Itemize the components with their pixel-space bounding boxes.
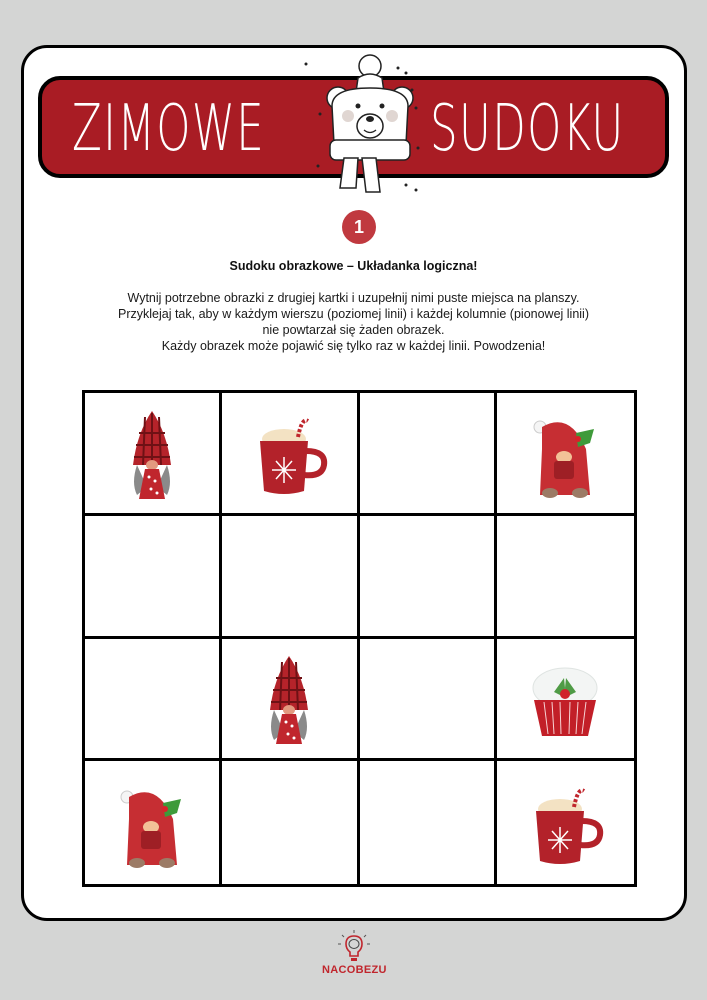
plaid-gnome-icon (244, 648, 334, 748)
grid-cell-empty[interactable] (85, 516, 222, 639)
grid-cell[interactable] (222, 639, 359, 762)
grid-cell-empty[interactable] (360, 516, 497, 639)
grid-cell-empty[interactable] (360, 761, 497, 884)
grid-cell-empty[interactable] (360, 639, 497, 762)
grid-cell-empty[interactable] (222, 761, 359, 884)
grid-cell-empty[interactable] (497, 516, 634, 639)
puzzle-subtitle: Sudoku obrazkowe – Układanka logiczna! (229, 259, 478, 273)
sudoku-grid (82, 390, 637, 887)
hot-cocoa-mug-icon (520, 773, 610, 873)
holly-cupcake-icon (520, 648, 610, 748)
brand-name: NACOBEZU (322, 964, 387, 976)
plaid-gnome-icon (107, 403, 197, 503)
instructions (0, 290, 707, 354)
gnome-with-holly-icon (107, 773, 197, 873)
gnome-with-holly-icon (520, 403, 610, 503)
puzzle-number-badge: 1 (342, 210, 376, 244)
grid-cell[interactable] (85, 393, 222, 516)
grid-cell[interactable] (497, 639, 634, 762)
grid-cell-empty[interactable] (360, 393, 497, 516)
lightbulb-brain-icon (322, 928, 386, 964)
instruction-line: nie powtarzał się żaden obrazek. (262, 323, 445, 337)
brand-logo (322, 928, 386, 978)
grid-cell[interactable] (222, 393, 359, 516)
instruction-line: Przyklejaj tak, aby w każdym wierszu (poziomej linii) i każdej kolumnie (pionowej linii) (118, 307, 589, 321)
instruction-line: Każdy obrazek może pojawić się tylko raz w każdej linii. Powodzenia! (161, 339, 546, 353)
grid-cell[interactable] (497, 393, 634, 516)
grid-cell-empty[interactable] (85, 639, 222, 762)
grid-cell-empty[interactable] (222, 516, 359, 639)
title-left: ZIMOWE (72, 92, 266, 166)
instruction-line: Wytnij potrzebne obrazki z drugiej kartki i uzupełnij nimi puste miejsca na planszy. (127, 291, 580, 305)
hot-cocoa-mug-icon (244, 403, 334, 503)
title-right: SUDOKU (430, 92, 625, 166)
grid-cell[interactable] (85, 761, 222, 884)
grid-cell[interactable] (497, 761, 634, 884)
polar-bear-icon (300, 48, 430, 196)
